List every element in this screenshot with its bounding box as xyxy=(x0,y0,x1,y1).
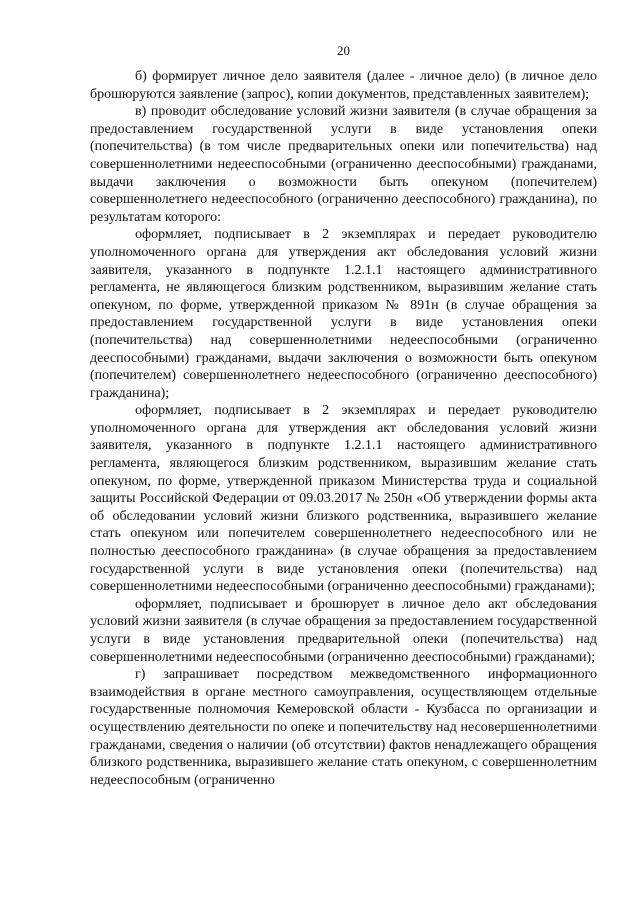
page-number: 20 xyxy=(337,43,350,58)
paragraph-act-preliminary: оформляет, подписывает и брошюрует в личное дело акт обследования условий жизни заявителя (в случае обращения за предоставлением государственной услуги в виде установления предварительной опеки (попечительства) над совершеннолетними недееспособными (ограниченно дееспособными) гражданами); xyxy=(90,596,597,665)
paragraph-act-relative: оформляет, подписывает в 2 экземплярах и передает руководителю уполномоченного органа для утверждения акт обследования условий жизни заявителя, указанного в подпункте 1.2.1.1 настоящего административного регламента, являющегося близким родственником, выразившим желание стать опекуном, по форме, утвержденной приказом Министерства труда и социальной защиты Российской Федерации от 09.03.2017 № 250н «Об утверждении формы акта об обследовании условий жизни близкого родственника, выразившего желание стать опекуном или попечителем совершеннолетнего недееспособного или не полностью дееспособного гражданина» (в случае обращения за предоставлением государственной услуги в виде установления опеки (попечительства) над совершеннолетними недееспособными (ограниченно дееспособными) гражданами); xyxy=(90,403,597,595)
paragraph-b: б) формирует личное дело заявителя (далее - личное дело) (в личное дело брошюруются заявление (запрос), копии документов, представленных заявителем); xyxy=(90,69,597,102)
body-text xyxy=(90,68,597,789)
paragraph-g: г) запрашивает посредством межведомственного информационного взаимодействия в органе местного самоуправления, осуществляющем отдельные государственные полномочия Кемеровской области - Кузбасса по организации и осуществлению деятельности по опеке и попечительству над несовершеннолетними гражданами, сведения о наличии (об отсутствии) фактов ненадлежащего обращения близкого родственника, выразившего желание стать опекуном, с совершеннолетним недееспособным (ограниченно xyxy=(90,667,597,788)
paragraph-v: в) проводит обследование условий жизни заявителя (в случае обращения за предоставлением государственной услуги в виде установления опеки (попечительства) (в том числе предварительных опеки или попечительства) над совершеннолетними недееспособными (ограниченно дееспособными) гражданами, выдачи заключения о возможности быть опекуном (попечителем) совершеннолетнего недееспособного (ограниченно дееспособного) гражданина), по результатам которого: xyxy=(90,104,597,225)
paragraph-act-non-relative: оформляет, подписывает в 2 экземплярах и передает руководителю уполномоченного органа для утверждения акт обследования условий жизни заявителя, указанного в подпункте 1.2.1.1 настоящего административного регламента, не являющегося близким родственником, выразившим желание стать опекуном, по форме, утвержденной приказом № 891н (в случае обращения за предоставлением государственной услуги в виде установления опеки (попечительства) над совершеннолетними недееспособными (ограниченно дееспособными) гражданами, выдачи заключения о возможности быть опекуном (попечителем) совершеннолетнего недееспособного (ограниченно дееспособного) гражданина); xyxy=(90,227,597,401)
document-page xyxy=(90,0,597,904)
